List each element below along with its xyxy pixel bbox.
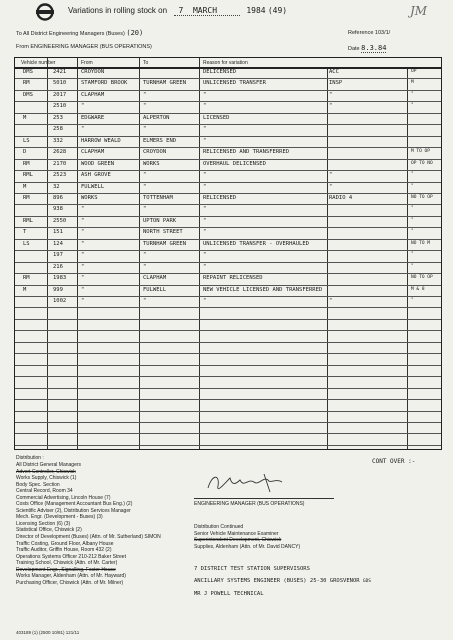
cell-flag: ": [411, 229, 414, 235]
row-rule: [15, 124, 441, 125]
row-rule: [15, 101, 441, 102]
row-rule: [15, 250, 441, 251]
cell-vehicle-number: 32: [53, 183, 60, 190]
cell-to: FULWELL: [143, 286, 167, 293]
cell-note: ": [329, 91, 333, 98]
cell-reason: ": [203, 298, 207, 304]
distribution-item: Mech. Engr. (Development - Buses) (3): [16, 514, 103, 521]
row-rule: [15, 170, 441, 171]
cell-to: UPTON PARK: [143, 217, 177, 224]
row-rule: [15, 262, 441, 263]
cell-from: WORKS: [81, 194, 98, 201]
cell-reason: ": [203, 229, 207, 236]
handwritten-additions: [194, 563, 371, 600]
cell-reason: DELICENSED: [203, 69, 237, 75]
cell-vehicle-number: 124: [53, 240, 63, 247]
cell-to: ": [143, 172, 147, 179]
cell-from: ": [81, 217, 85, 224]
signature-icon: [204, 470, 294, 496]
cell-flag: OP: [411, 69, 417, 74]
cell-flag: NO TO OP: [411, 275, 433, 281]
distribution-item: All District General Managers: [16, 462, 82, 468]
cell-vehicle-type: RML: [23, 217, 33, 224]
handwritten-line-2-text: ANCILLARY SYSTEMS ENGINEER (BUSES) 25-30 GROSVENOR: [194, 578, 360, 584]
cell-to: ALPERTON: [143, 114, 170, 121]
cell-flag: M & 8: [411, 286, 425, 292]
cell-from: ": [81, 206, 85, 213]
cell-to: ": [143, 252, 147, 259]
cell-vehicle-type: DMS: [23, 69, 33, 75]
cell-to: ": [143, 206, 147, 213]
cell-to: NORTH STREET: [143, 229, 183, 236]
row-rule: [15, 159, 441, 160]
cell-vehicle-type: RM: [23, 80, 30, 87]
cell-reason: RELICENSED: [203, 194, 237, 201]
distribution-item: Works Manager, Aldenham (Attn. of Mr. Hayward): [16, 573, 126, 580]
cell-reason: ": [203, 172, 207, 179]
handwritten-line-3: MR J POWELL TECHNICAL: [194, 591, 264, 597]
date-value: 8.3.84: [361, 44, 387, 52]
row-rule: [15, 113, 441, 114]
column-rule: [47, 58, 48, 449]
cell-to: WORKS: [143, 160, 160, 167]
cell-to: TURNHAM GREEN: [143, 80, 187, 87]
column-rule: [139, 58, 140, 449]
row-rule: [15, 330, 441, 331]
cell-note: ": [329, 103, 333, 110]
date-field: [348, 44, 386, 53]
date-entry: [174, 6, 240, 16]
cell-reason: ": [203, 126, 207, 133]
distribution-item: Training School, Chiswick (Attn. of Mr. Carter): [16, 560, 118, 567]
cell-to: TOTTENHAM: [143, 194, 173, 201]
cell-note: RADIO 4: [329, 194, 353, 201]
cell-from: CLAPHAM: [81, 149, 105, 156]
cell-vehicle-number: 2550: [53, 217, 67, 224]
continued-label: Distribution Continued: [194, 524, 244, 530]
distribution-item: Supplies, Aldenham (Attn. of Mr. David DANCY): [194, 543, 301, 550]
cell-from: HARROW WEALD: [81, 137, 121, 144]
cell-vehicle-type: RML: [23, 172, 33, 179]
row-rule: [15, 147, 441, 148]
form-code: 403189 (1) (2500 10/81) 121/11: [16, 630, 80, 635]
continued-list: [194, 531, 300, 551]
row-rule: [15, 227, 441, 228]
cell-flag: ": [411, 298, 414, 303]
cell-note: ": [329, 183, 333, 190]
row-rule: [15, 388, 441, 389]
cell-to: ": [143, 183, 147, 190]
cell-vehicle-number: 1002: [53, 298, 67, 304]
cell-vehicle-type: M: [23, 183, 27, 190]
cell-from: ": [81, 298, 85, 304]
row-rule: [15, 445, 441, 446]
cell-from: STAMFORD BROOK: [81, 80, 128, 87]
cell-to: ": [143, 263, 147, 270]
cell-note: ACC: [329, 69, 339, 75]
to-count: (20): [126, 29, 144, 37]
cell-flag: ": [411, 263, 414, 269]
cell-to: CROYDON: [143, 149, 167, 156]
signature-rule: [194, 498, 334, 499]
row-rule: [15, 78, 441, 79]
distribution-item: Commercial Advertising, Lincoln House (7): [16, 494, 111, 501]
distribution-item: Advert Controller, Chiswick: [16, 468, 76, 475]
cell-reason: RELICENSED AND TRANSFERRED: [203, 149, 290, 156]
cell-flag: ": [411, 217, 414, 223]
col-header-vehicle: Vehicle number: [21, 60, 56, 66]
distribution-item: Scientific Adviser (2), Distribution Services Manager: [16, 507, 131, 514]
distribution-item: Senior Vehicle Maintenance Examiner: [194, 530, 279, 537]
cell-vehicle-number: 2170: [53, 160, 67, 167]
roundel-logo-icon: [36, 3, 54, 21]
col-header-to: To: [143, 60, 149, 66]
cell-vehicle-type: RM: [23, 275, 30, 282]
cell-reason: ": [203, 183, 207, 190]
distribution-item: Superintendent Development, Chiswick: [194, 537, 282, 544]
handwritten-line-2: [194, 575, 371, 588]
cell-reason: ": [203, 217, 207, 224]
cell-flag: NO TO M: [411, 240, 430, 246]
cell-reason: OVERHAUL DELICENSED: [203, 160, 266, 167]
row-rule: [15, 239, 441, 240]
to-recipients: To All District Engineering Managers (Buses): [16, 31, 125, 37]
cell-from: CLAPHAM: [81, 91, 105, 98]
cell-vehicle-type: RM: [23, 160, 30, 167]
cell-reason: LICENSED: [203, 114, 230, 121]
col-header-from: From: [81, 60, 93, 66]
cell-from: ": [81, 126, 85, 133]
cell-vehicle-type: DMS: [23, 91, 33, 98]
date-month: MARCH: [192, 6, 218, 15]
distribution-item: Central Record, Room 34: [16, 488, 73, 495]
cell-reason: NEW VEHICLE LICENSED AND TRANSFERRED: [203, 286, 323, 293]
row-rule: [15, 136, 441, 137]
cell-reason: REPAINT RELICENSED: [203, 275, 263, 282]
cell-vehicle-type: M: [23, 286, 27, 293]
cell-to: CLAPHAM: [143, 275, 167, 282]
cell-vehicle-number: 197: [53, 252, 63, 259]
distribution-item: Statistical Office, Chiswick (2): [16, 527, 82, 534]
cell-flag: ": [411, 103, 414, 109]
cell-vehicle-number: 896: [53, 194, 63, 201]
distribution-item: Operations Systems Officer 210-212 Baker Street: [16, 553, 126, 560]
distribution-item: Costs Office (Management Accountant Bus Eng.) (2): [16, 501, 133, 508]
cell-from: ": [81, 229, 85, 236]
cell-note: ": [329, 298, 333, 304]
row-rule: [15, 342, 441, 343]
distribution-list: [16, 462, 161, 586]
cell-to: TURNHAM GREEN: [143, 240, 187, 247]
distribution-item: Body Spec. Section: [16, 481, 60, 488]
cell-vehicle-number: 332: [53, 137, 63, 144]
cell-to: ": [143, 126, 147, 133]
cell-reason: UNLICENSED TRANSFER: [203, 80, 266, 87]
row-rule: [15, 422, 441, 423]
cell-from: ": [81, 275, 85, 282]
cell-flag: M TO OP: [411, 149, 430, 155]
cell-vehicle-type: T: [23, 229, 27, 236]
from-line: From ENGINEERING MANAGER (BUS OPERATIONS): [16, 44, 152, 50]
cell-from: ": [81, 286, 85, 293]
cell-vehicle-number: 2421: [53, 69, 67, 75]
col-header-reason: Reason for variation: [203, 60, 248, 66]
cell-vehicle-number: 1983: [53, 275, 67, 282]
date-label: Date: [348, 46, 360, 52]
cell-reason: ": [203, 103, 207, 110]
cell-from: CROYDON: [81, 69, 105, 75]
cell-vehicle-type: LS: [23, 137, 30, 144]
row-rule: [15, 307, 441, 308]
distribution-item: Purchasing Officer, Chiswick (Attn. of Mr. Milner): [16, 579, 124, 586]
cell-vehicle-type: M: [23, 114, 27, 121]
cell-from: ASH GROVE: [81, 172, 111, 179]
row-rule: [15, 204, 441, 205]
column-rule: [199, 58, 200, 449]
form-title-line: [68, 6, 287, 16]
cell-flag: ": [411, 252, 414, 258]
date-year: 1984: [246, 6, 266, 15]
cell-flag: NO TO OP: [411, 194, 433, 200]
signature-label: ENGINEERING MANAGER (BUS OPERATIONS): [194, 501, 305, 507]
row-rule: [15, 273, 441, 274]
cell-flag: ": [411, 183, 414, 189]
distribution-item: Works Supply, Chiswick (1): [16, 475, 77, 482]
cell-vehicle-number: 216: [53, 263, 63, 270]
cell-flag: ": [411, 91, 414, 97]
cell-flag: OP TO NO: [411, 160, 433, 166]
cell-from: ": [81, 240, 85, 247]
cell-to: ": [143, 298, 147, 304]
cell-vehicle-number: 253: [53, 114, 63, 121]
distribution-item: Traffic Auditor, Griffin House, Room 432 (2): [16, 547, 112, 554]
cell-from: ": [81, 252, 85, 259]
cell-vehicle-number: 2628: [53, 149, 67, 156]
cell-vehicle-number: 151: [53, 229, 63, 236]
handwritten-line-2-suffix: GDS: [362, 579, 372, 584]
distribution-item: Traffic Costing, Ground Floor, Albany House: [16, 540, 114, 547]
cell-vehicle-number: 258: [53, 126, 63, 133]
distribution-label: Distribution :: [16, 455, 44, 461]
cell-flag: M: [411, 80, 414, 86]
cell-vehicle-number: 938: [53, 206, 63, 213]
cell-vehicle-number: 5010: [53, 80, 67, 87]
cell-from: EDGWARE: [81, 114, 105, 121]
row-rule: [15, 285, 441, 286]
form-title: Variations in rolling stock on: [68, 6, 168, 15]
cell-vehicle-type: D: [23, 149, 27, 156]
reference: Reference 103/1/: [348, 30, 391, 36]
cell-flag: ": [411, 172, 414, 178]
vehicle-table: [14, 57, 442, 450]
row-rule: [15, 216, 441, 217]
cell-vehicle-number: 2523: [53, 172, 67, 179]
handwritten-line-1: 7 DISTRICT TEST STATION SUPERVISORS: [194, 566, 310, 572]
cell-from: WOOD GREEN: [81, 160, 115, 167]
column-rule: [77, 58, 78, 449]
to-line: [16, 29, 143, 37]
cell-vehicle-number: 2017: [53, 91, 67, 98]
row-rule: [15, 319, 441, 320]
distribution-continued: [194, 524, 300, 550]
row-rule: [15, 411, 441, 412]
distribution-item: Development Engr., Signalling, Foster House: [16, 566, 116, 573]
cell-from: FULWELL: [81, 183, 105, 190]
row-rule: [15, 90, 441, 91]
row-rule: [15, 193, 441, 194]
row-rule: [15, 353, 441, 354]
cell-from: ": [81, 103, 85, 110]
cell-from: ": [81, 263, 85, 270]
continued-over: CONT OVER :-: [372, 458, 416, 465]
cell-vehicle-type: RM: [23, 194, 30, 201]
row-rule: [15, 296, 441, 297]
date-day: 7: [178, 6, 184, 15]
cell-reason: ": [203, 91, 207, 98]
cell-to: ": [143, 91, 147, 98]
cell-note: INSP: [329, 80, 343, 87]
cell-reason: ": [203, 137, 207, 144]
row-rule: [15, 433, 441, 434]
cell-reason: ": [203, 263, 207, 270]
cell-vehicle-type: LS: [23, 240, 30, 247]
cell-reason: ": [203, 252, 207, 259]
row-rule: [15, 182, 441, 183]
cell-note: ": [329, 172, 333, 179]
row-rule: [15, 399, 441, 400]
distribution-item: Director of Development (Buses) (Attn. of Mr. Sutherland) SIMON: [16, 534, 161, 541]
cell-reason: ": [203, 206, 207, 213]
cell-to: ELMERS END: [143, 137, 177, 144]
row-rule: [15, 376, 441, 377]
distribution-item: Licensing Section (6) (3): [16, 520, 71, 527]
cell-to: ": [143, 103, 147, 110]
cell-vehicle-number: 999: [53, 286, 63, 293]
cell-reason: UNLICENSED TRANSFER - OVERHAULED: [203, 240, 309, 247]
cell-vehicle-number: 2510: [53, 103, 67, 110]
row-rule: [15, 365, 441, 366]
form-number: (49): [267, 6, 288, 15]
handwritten-initials: JM: [410, 4, 428, 18]
cell-flag: ": [411, 206, 414, 212]
